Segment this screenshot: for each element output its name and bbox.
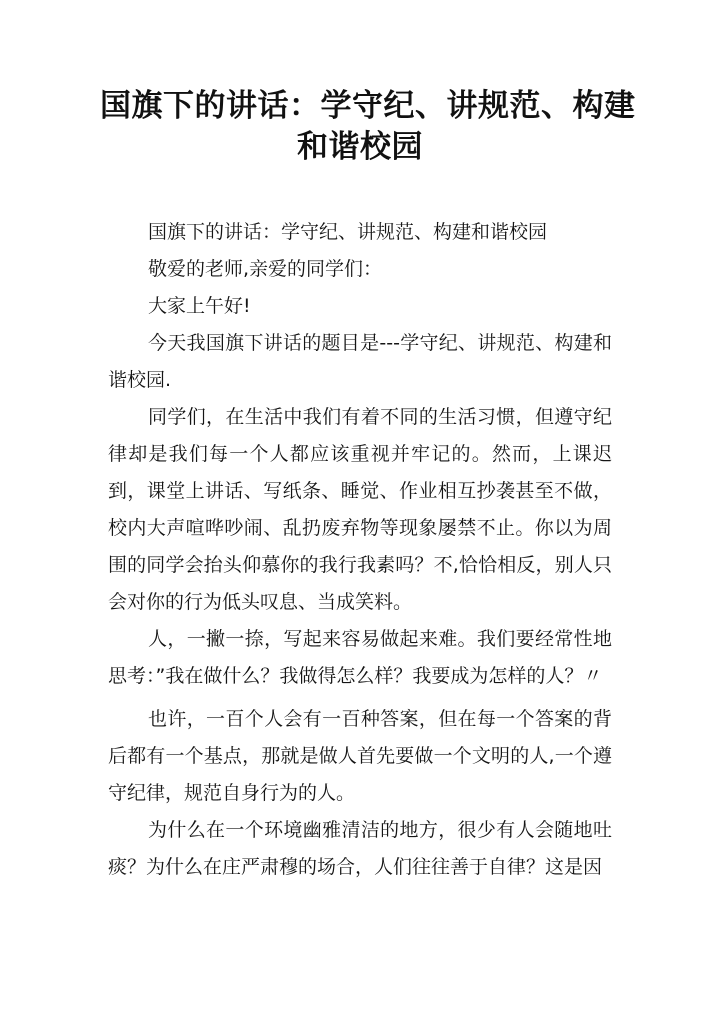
paragraph-greeting: 敬爱的老师,亲爱的同学们： xyxy=(148,258,383,280)
paragraph-salutation: 大家上午好! xyxy=(148,295,251,317)
paragraph-person: 人，一撇一捺，写起来容易做起来难。我们要经常性地思考：”我在做什么？我做得怎么样？我要成为怎样的人？〃 xyxy=(108,628,612,687)
document-title xyxy=(100,86,636,168)
paragraph-environment: 为什么在一个环境幽雅清洁的地方，很少有人会随地吐痰？为什么在庄严肃穆的场合，人们往往善于自律？这是因 xyxy=(108,819,612,878)
document-body xyxy=(108,214,612,886)
title-line-2: 和谐校园 xyxy=(297,129,423,165)
paragraph-answers: 也许，一百个人会有一百种答案，但在每一个答案的背后都有一个基点，那就是做人首先要做一个文明的人,一个遵守纪律，规范自身行为的人。 xyxy=(108,708,612,804)
paragraph-discipline: 同学们，在生活中我们有着不同的生活习惯，但遵守纪律却是我们每一个人都应该重视并牢记的。然而，上课迟到，课堂上讲话、写纸条、睡觉、作业相互抄袭甚至不做，校内大声喧哗吵闹、乱扔废弃物等现象屡禁不止。你以为周围的同学会抬头仰慕你的我行我素吗？不,恰恰相反，别人只会对你的行为低头叹息、当成笑料。 xyxy=(108,406,612,613)
title-line-1: 国旗下的讲话：学守纪、讲规范、构建 xyxy=(100,88,636,124)
paragraph-topic: 今天我国旗下讲话的题目是---学守纪、讲规范、构建和谐校园. xyxy=(108,332,612,391)
paragraph-subtitle: 国旗下的讲话：学守纪、讲规范、构建和谐校园 xyxy=(148,221,548,243)
